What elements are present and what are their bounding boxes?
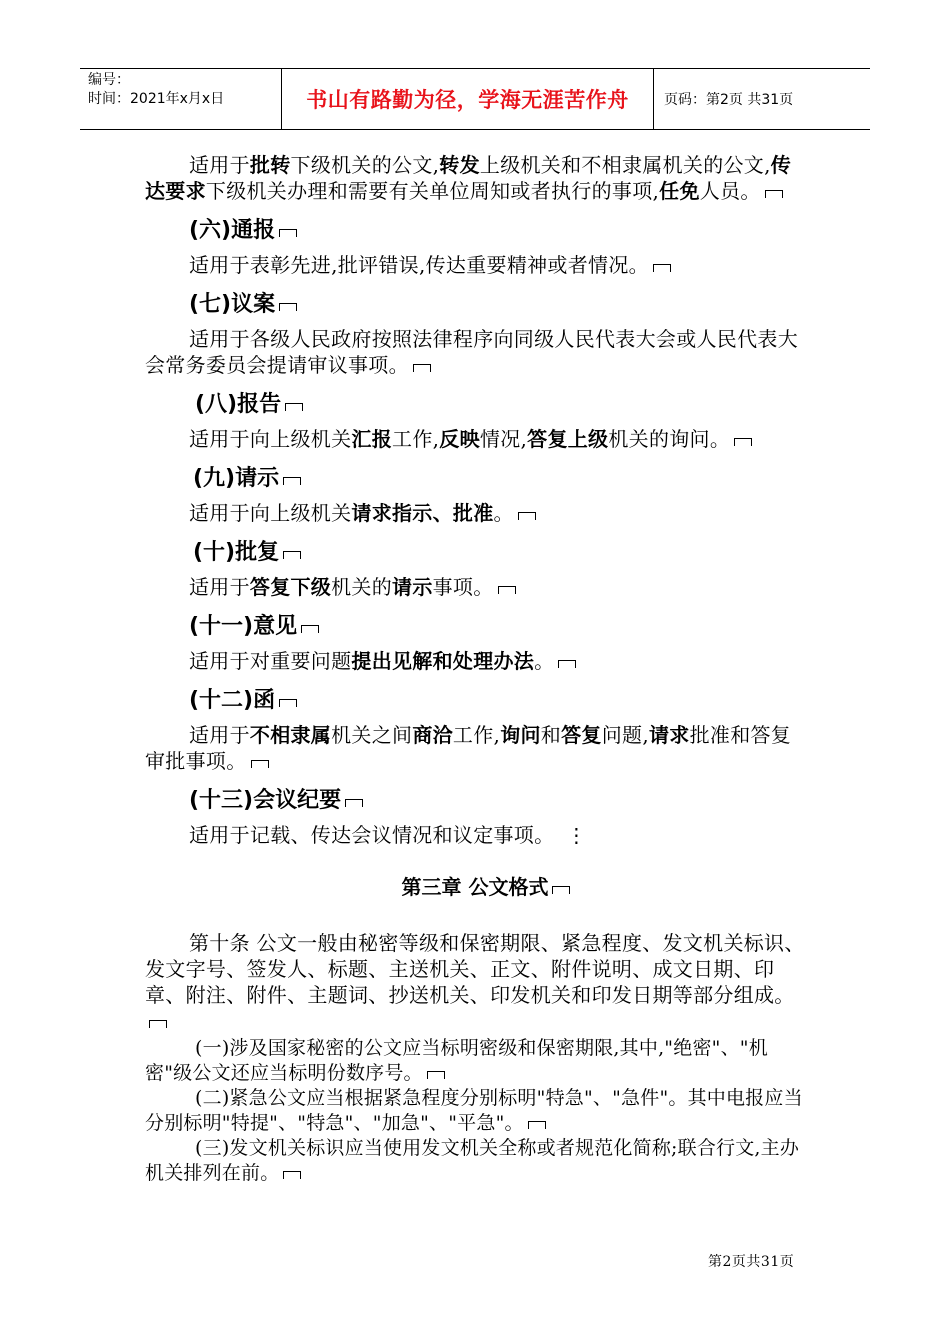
heading-qingshi: (九)请示 bbox=[193, 466, 807, 492]
item-two: (二)紧急公文应当根据紧急程度分别标明"特急"、"急件"。其中电报应当分别标明"特提"、"特急"、"加急"、"平急"。 bbox=[145, 1087, 803, 1134]
paragraph-mark-icon bbox=[413, 364, 431, 372]
paragraph-mark-icon bbox=[285, 403, 303, 411]
paragraph-mark-icon bbox=[345, 799, 363, 807]
paragraph-mark-icon bbox=[427, 1071, 445, 1079]
paragraph-mark-icon bbox=[498, 586, 516, 594]
heading-huiyijiyao: (十三)会议纪要 bbox=[189, 788, 807, 814]
paragraph-mark-icon bbox=[301, 625, 319, 633]
paragraph-tongbao: 适用于表彰先进,批评错误,传达重要精神或者情况。 bbox=[145, 252, 807, 278]
time-label: 时间：2021年x月x日 bbox=[88, 91, 225, 107]
heading-baogao: (八)报告 bbox=[195, 392, 807, 418]
paragraph-notice-usage: 适用于批转下级机关的公文,转发上级机关和不相隶属机关的公文,传达要求下级机关办理和需要有关单位周知或者执行的事项,任免人员。 bbox=[145, 153, 792, 203]
heading-han: (十二)函 bbox=[189, 688, 807, 714]
paragraph-mark-icon bbox=[251, 760, 269, 768]
paragraph-yian: 适用于各级人民政府按照法律程序向同级人民代表大会或人民代表大会常务委员会提请审议事项。 bbox=[145, 327, 798, 377]
paragraph-huiyijiyao: 适用于记载、传达会议情况和议定事项。 ⋮ bbox=[189, 823, 587, 847]
header-meta bbox=[80, 69, 282, 129]
paragraph-mark-icon bbox=[734, 438, 752, 446]
paragraph-mark-icon bbox=[279, 303, 297, 311]
item-one: (一)涉及国家秘密的公文应当标明密级和保密期限,其中,"绝密"、"机密"级公文还应当标明份数序号。 bbox=[145, 1037, 768, 1084]
header-page-cell bbox=[654, 69, 870, 129]
item-three: (三)发文机关标识应当使用发文机关全称或者规范化简称;联合行文,主办机关排列在前。 bbox=[145, 1137, 800, 1184]
page-header bbox=[80, 68, 870, 130]
paragraph-mark-icon bbox=[518, 512, 536, 520]
heading-yian: (七)议案 bbox=[189, 292, 807, 318]
paragraph-yijian: 适用于对重要问题提出见解和处理办法。 bbox=[145, 648, 807, 674]
paragraph-mark-icon bbox=[279, 699, 297, 707]
paragraph-mark-icon bbox=[528, 1121, 546, 1129]
paragraph-mark-icon bbox=[283, 1171, 301, 1179]
paragraph-mark-icon bbox=[279, 229, 297, 237]
chapter-title: 第三章 公文格式 bbox=[145, 874, 807, 900]
header-slogan-cell bbox=[282, 69, 654, 129]
paragraph-mark-icon bbox=[283, 477, 301, 485]
number-label: 编号： bbox=[88, 72, 130, 88]
paragraph-mark-icon bbox=[283, 551, 301, 559]
paragraph-mark-icon bbox=[552, 886, 570, 894]
paragraph-han: 适用于不相隶属机关之间商洽工作,询问和答复问题,请求批准和答复审批事项。 bbox=[145, 723, 792, 773]
article-ten: 第十条 公文一般由秘密等级和保密期限、紧急程度、发文机关标识、发文字号、签发人、标题、主送机关、正文、附件说明、成文日期、印章、附注、附件、主题词、抄送机关、印发机关和印发日期等部分组成。 bbox=[145, 930, 807, 1034]
heading-pifu: (十)批复 bbox=[193, 540, 807, 566]
paragraph-mark-icon bbox=[653, 264, 671, 272]
header-slogan: 书山有路勤为径，学海无涯苦作舟 bbox=[306, 88, 629, 112]
page-footer: 第2页共31页 bbox=[708, 1254, 795, 1270]
paragraph-baogao: 适用于向上级机关汇报工作,反映情况,答复上级机关的询问。 bbox=[145, 426, 807, 452]
heading-tongbao: (六)通报 bbox=[189, 218, 807, 244]
paragraph-mark-icon bbox=[149, 1020, 167, 1028]
paragraph-mark-icon bbox=[765, 190, 783, 198]
paragraph-qingshi: 适用于向上级机关请求指示、批准。 bbox=[145, 500, 807, 526]
header-page-label: 页码：第2页 共31页 bbox=[664, 92, 794, 108]
paragraph-pifu: 适用于答复下级机关的请示事项。 bbox=[145, 574, 807, 600]
document-body bbox=[145, 152, 807, 1186]
paragraph-mark-icon bbox=[558, 660, 576, 668]
heading-yijian: (十一)意见 bbox=[189, 614, 807, 640]
paragraph-end-mark: ⋮ bbox=[566, 823, 587, 847]
